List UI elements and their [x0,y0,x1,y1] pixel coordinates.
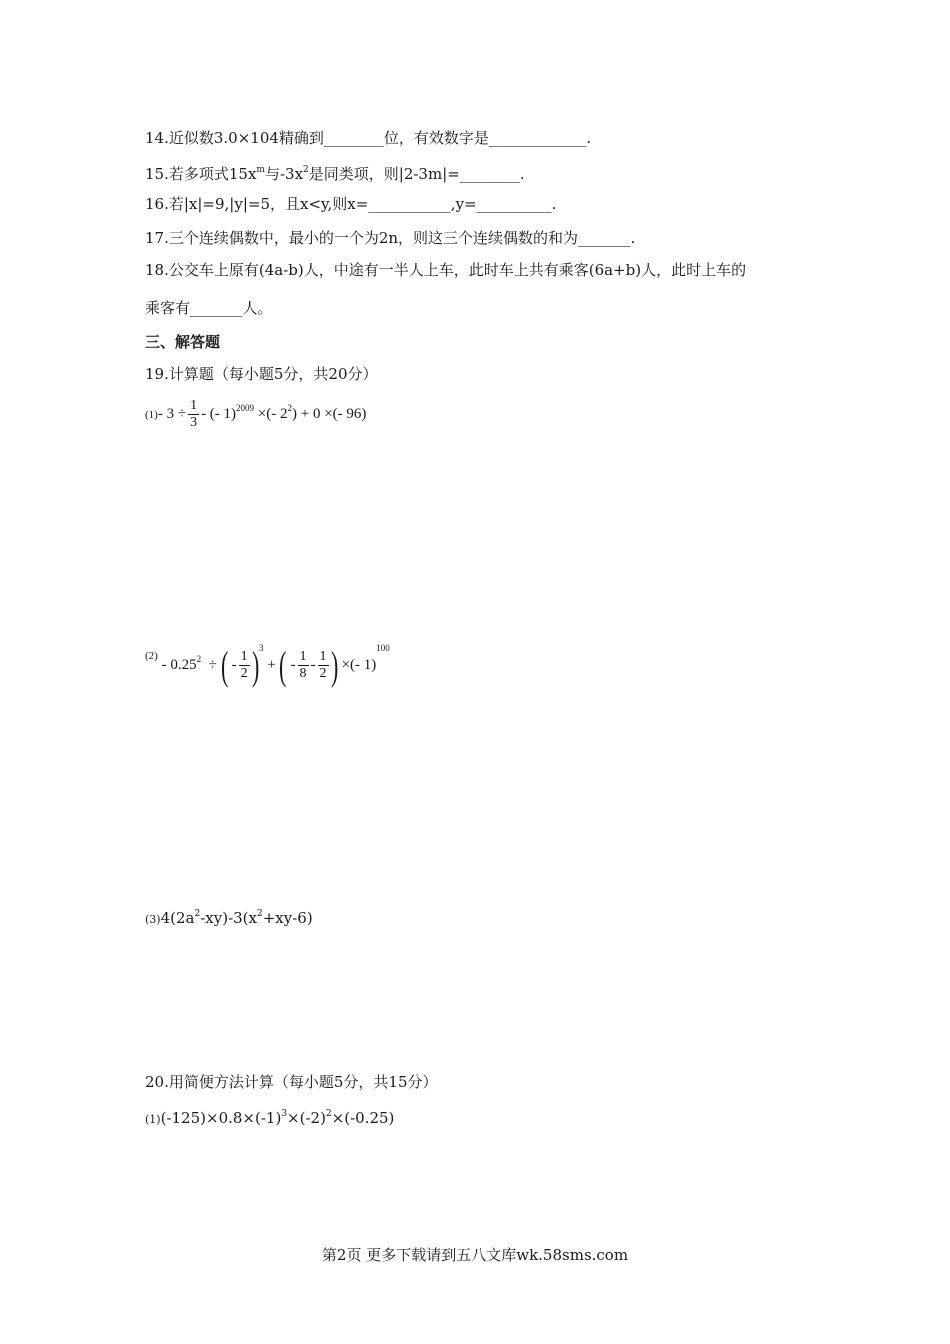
fraction [298,649,309,682]
problem-19-3-term-a: 4(2a [160,909,195,927]
problem-19-1-term-d: ) + 0 ×(- 96) [292,406,367,422]
problem-19-3-label: (3) [145,913,161,926]
exponent-3: 3 [281,1109,288,1119]
right-paren: ) [330,642,338,688]
question-17: 17.三个连续偶数中，最小的一个为2n，则这三个连续偶数的和为_______. [145,229,636,247]
problem-19-3-term-c: +xy-6) [262,909,313,927]
question-15-text-mid: 与-3x [264,165,304,183]
fraction-numerator: 1 [240,649,248,665]
fraction-numerator: 1 [299,649,307,665]
problem-19-1-term-a: - 3 ÷ [157,406,187,422]
question-15-text-post: 是同类项，则|2-3m|=________. [308,165,525,183]
problem-19-2 [145,638,390,686]
problem-19-3-term-b: -xy)-3(x [200,909,257,927]
question-15-exp-m: m [256,165,265,175]
plus-sign: + [267,657,276,673]
exponent-2: 2 [257,909,263,919]
exponent-100: 100 [376,643,390,653]
exponent-2: 2 [194,909,201,919]
problem-19-2-label: (2) [145,650,158,662]
divide-sign: ÷ [208,657,217,673]
problem-20-1-term-c: ×(-0.25) [331,1109,395,1127]
minus-sign: - [290,657,296,673]
problem-19-1-label: (1) [145,409,158,421]
exponent-2: 2 [287,403,292,413]
fraction-denominator: 8 [299,666,307,682]
exponent-2: 2 [325,1109,332,1119]
problem-20-1-label: (1) [145,1113,161,1126]
problem-19-1 [145,398,366,431]
question-15-text-pre: 15.若多项式15x [145,165,257,183]
fraction-numerator: 1 [190,398,198,414]
exponent-2009: 2009 [236,403,255,413]
exponent-3: 3 [258,643,264,653]
question-14: 14.近似数3.0×104精确到________位，有效数字是_____________. [145,129,592,147]
problem-19-1-term-c: ×(- 2 [257,406,288,422]
left-paren: ( [220,642,228,688]
exponent-2: 2 [196,654,202,664]
question-15-exp-2: 2 [303,165,309,175]
problem-20-1 [145,1104,394,1130]
problem-20-1-term-b: ×(-2) [287,1109,326,1127]
question-19-heading: 19.计算题（每小题5分，共20分） [145,365,378,383]
question-16: 16.若|x|=9,|y|=5，且x<y,则x=___________,y=__________. [145,195,557,213]
question-18-line-1: 18.公交车上原有(4a-b)人，中途有一半人上车，此时车上共有乘客(6a+b)人，此时上车的 [145,261,747,279]
left-paren: ( [279,642,287,688]
right-paren: ) [251,642,259,688]
minus-sign: - [231,657,237,673]
fraction-denominator: 3 [190,415,198,431]
question-18-line-2: 乘客有_______人。 [145,299,273,317]
fraction-denominator: 2 [319,666,327,682]
fraction-numerator: 1 [319,649,327,665]
fraction [188,398,199,431]
problem-19-2-term-g: ×(- 1) [341,657,377,673]
minus-sign: - [310,657,316,673]
section-heading: 三、解答题 [145,333,221,351]
problem-19-3 [145,904,313,930]
question-20-heading: 20.用简便方法计算（每小题5分，共15分） [145,1073,438,1091]
page-footer: 第2页 更多下载请到五八文库wk.58sms.com [321,1246,629,1264]
question-15 [145,160,525,184]
fraction [239,649,250,682]
problem-19-2-term-a: - 0.25 [161,657,197,673]
fraction-denominator: 2 [240,666,248,682]
problem-19-1-term-b: - (- 1) [201,406,237,422]
problem-20-1-term-a: (-125)×0.8×(-1) [160,1109,282,1127]
fraction [318,649,329,682]
